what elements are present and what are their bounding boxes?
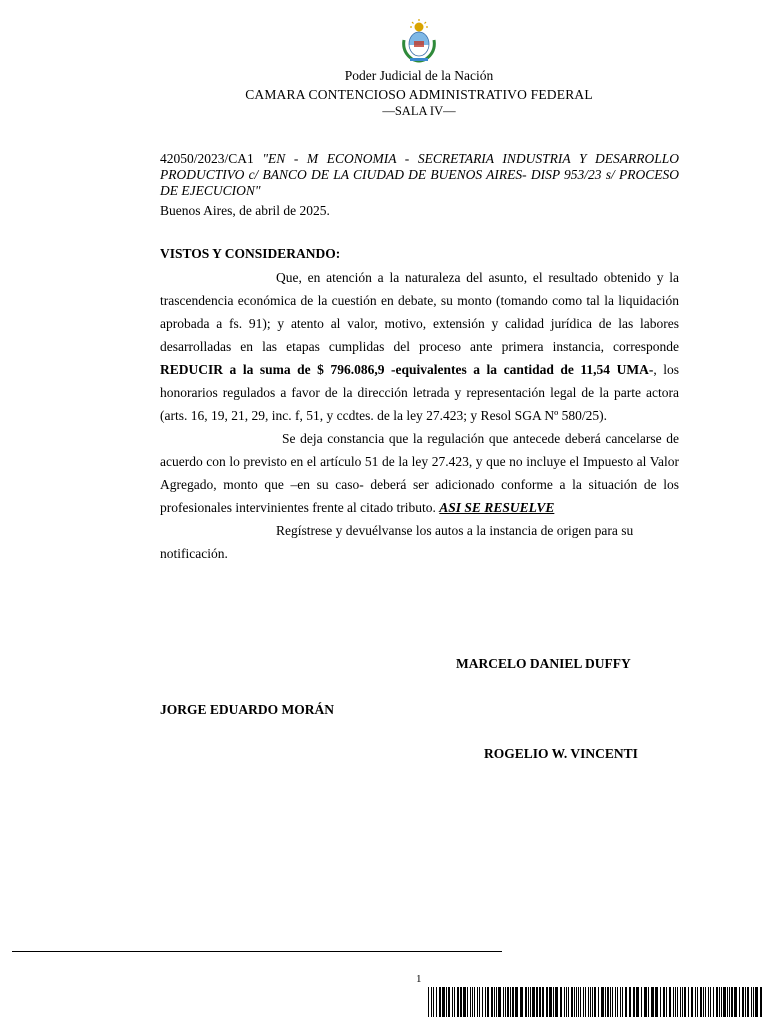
paragraph-tax-note: Se deja constancia que la regulación que antecede deberá cancelarse de acuerdo con lo previsto en el artículo 51 de la ley 27.423, y que no incluye el Impuesto al Valor Agregado, monto que –en su caso- deberá ser adicionado conforme a la situación de los profesionales intervinientes frente al citado tributo. ASI SE RESUELVE [160, 431, 679, 515]
barcode-icon [428, 987, 764, 1017]
ruling-amount: REDUCIR a la suma de $ 796.086,9 -equivalentes a la cantidad de 11,54 UMA- [160, 362, 654, 377]
case-title: "EN - M ECONOMIA - SECRETARIA INDUSTRIA Y DESARROLLO PRODUCTIVO c/ BANCO DE LA CIUDAD DE BUENOS AIRES- DISP 953/23 s/ PROCESO DE EJECUCION" [160, 151, 680, 198]
court-name: CAMARA CONTENCIOSO ADMINISTRATIVO FEDERAL [245, 87, 593, 102]
footer-divider [12, 951, 502, 952]
signature-judge-1: MARCELO DANIEL DUFFY [456, 656, 631, 671]
ruling-statement: ASI SE RESUELVE [439, 500, 555, 515]
case-caption [160, 151, 679, 199]
court-chamber: —SALA IV— [382, 104, 456, 118]
coat-of-arms-icon [398, 18, 440, 64]
date-line: Buenos Aires, de abril de 2025. [160, 203, 330, 218]
paragraph-closing: Regístrese y devuélvanse los autos a la instancia de origen para su notificación. [160, 523, 634, 561]
institution-name: Poder Judicial de la Nación [344, 68, 494, 83]
signature-judge-3: ROGELIO W. VINCENTI [484, 746, 638, 761]
case-number: 42050/2023/CA1 [160, 151, 254, 166]
page-number: 1 [416, 973, 422, 985]
paragraph-considerations: Que, en atención a la naturaleza del asunto, el resultado obtenido y la trascendencia económica de la cuestión en debate, su monto (tomando como tal la liquidación aprobada a fs. 91); y atento al valor, motivo, extensión y calidad jurídica de las labores desarrolladas en las etapas cumplidas del proceso ante primera instancia, corresponde REDUCIR a la suma de $ 796.086,9 -equivalentes a la cantidad de 11,54 UMA-, los honorarios regulados a favor de la dirección letrada y representación legal de la parte actora (arts. 16, 19, 21, 29, inc. f, 51, y ccdtes. de la ley 27.423; y Resol SGA Nº 580/25). [160, 270, 679, 423]
signature-judge-2: JORGE EDUARDO MORÁN [160, 702, 334, 717]
document-body [160, 266, 679, 565]
section-heading: VISTOS Y CONSIDERANDO: [160, 246, 341, 261]
